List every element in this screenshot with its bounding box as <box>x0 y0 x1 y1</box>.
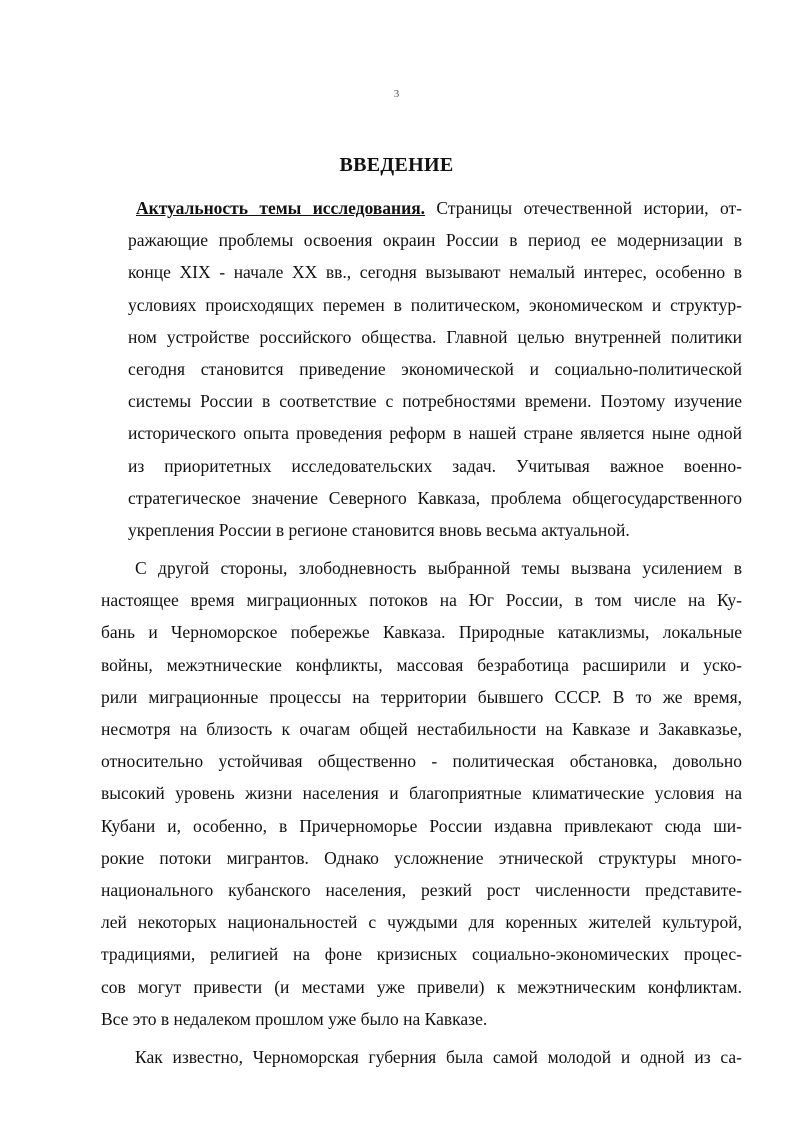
paragraph-line: лей некоторых национальностей с чуждыми для коренных жителей культурой, <box>101 912 742 933</box>
page-title: ВВЕДЕНИЕ <box>339 154 454 176</box>
paragraph-line: высокий уровень жизни населения и благоприятные климатические условия на <box>101 783 742 804</box>
paragraph-line: относительно устойчивая общественно - политическая обстановка, довольно <box>101 751 742 772</box>
paragraph-line: рокие потоки мигрантов. Однако усложнение этнической структуры много- <box>101 847 742 868</box>
paragraph-black-sea-governorate <box>132 1041 742 1073</box>
paragraph-line: бань и Черноморское побережье Кавказа. Природные катаклизмы, локальные <box>101 622 742 643</box>
paragraph-line: Все это в недалеком прошлом уже было на Кавказе. <box>101 1008 488 1029</box>
paragraph-line: С другой стороны, злободневность выбранной темы вызвана усилением в <box>135 558 742 579</box>
paragraph-relevance <box>128 192 742 546</box>
paragraph-line: укрепления России в регионе становится вновь весьма актуальной. <box>128 519 630 540</box>
paragraph-line: ном устройстве российского общества. Главной целью внутренней политики <box>128 326 742 347</box>
paragraph-line: системы России в соответствие с потребностями времени. Поэтому изучение <box>128 391 742 412</box>
paragraph-line: сегодня становится приведение экономической и социально-политической <box>128 358 742 379</box>
paragraph-line: несмотря на близость к очагам общей нестабильности на Кавказе и Закавказье, <box>101 719 742 739</box>
paragraph-line: из приоритетных исследовательских задач. Учитывая важное военно- <box>128 455 742 476</box>
body-text <box>101 192 742 1073</box>
paragraph-line: традициями, религией на фоне кризисных социально-экономических процес- <box>101 944 742 965</box>
paragraph-line: рили миграционные процессы на территории бывшего СССР. В то же время, <box>101 686 742 707</box>
paragraph-line: настоящее время миграционных потоков на Юг России, в том числе на Ку- <box>101 590 742 611</box>
section-lead: Актуальность темы исследования. <box>136 198 426 218</box>
paragraph-line: Как известно, Черноморская губерния была самой молодой и одной из са- <box>135 1046 742 1067</box>
paragraph-line: войны, межэтнические конфликты, массовая безработица расширили и уско- <box>101 654 742 675</box>
paragraph-line: исторического опыта проведения реформ в нашей стране является ныне одной <box>128 423 742 444</box>
paragraph-line: национального кубанского населения, резкий рост численности представите- <box>101 879 742 900</box>
paragraph-migration <box>101 552 742 1035</box>
paragraph-line: ражающие проблемы освоения окраин России в период ее модернизации в <box>128 230 742 251</box>
paragraph-line: Актуальность темы исследования. Страницы отечественной истории, от- <box>136 198 742 218</box>
paragraph-line: Кубани и, особенно, в Причерноморье России издавна привлекают сюда ши- <box>101 815 742 836</box>
paragraph-line: стратегическое значение Северного Кавказа, проблема общегосударственного <box>128 487 742 508</box>
page-number: 3 <box>393 88 400 100</box>
paragraph-line: сов могут привести (и местами уже привели) к межэтническим конфликтам. <box>101 976 742 997</box>
paragraph-line: условиях происходящих перемен в политическом, экономическом и структур- <box>128 294 742 315</box>
paragraph-line: конце XIX - начале XX вв., сегодня вызывают немалый интерес, особенно в <box>128 262 742 283</box>
